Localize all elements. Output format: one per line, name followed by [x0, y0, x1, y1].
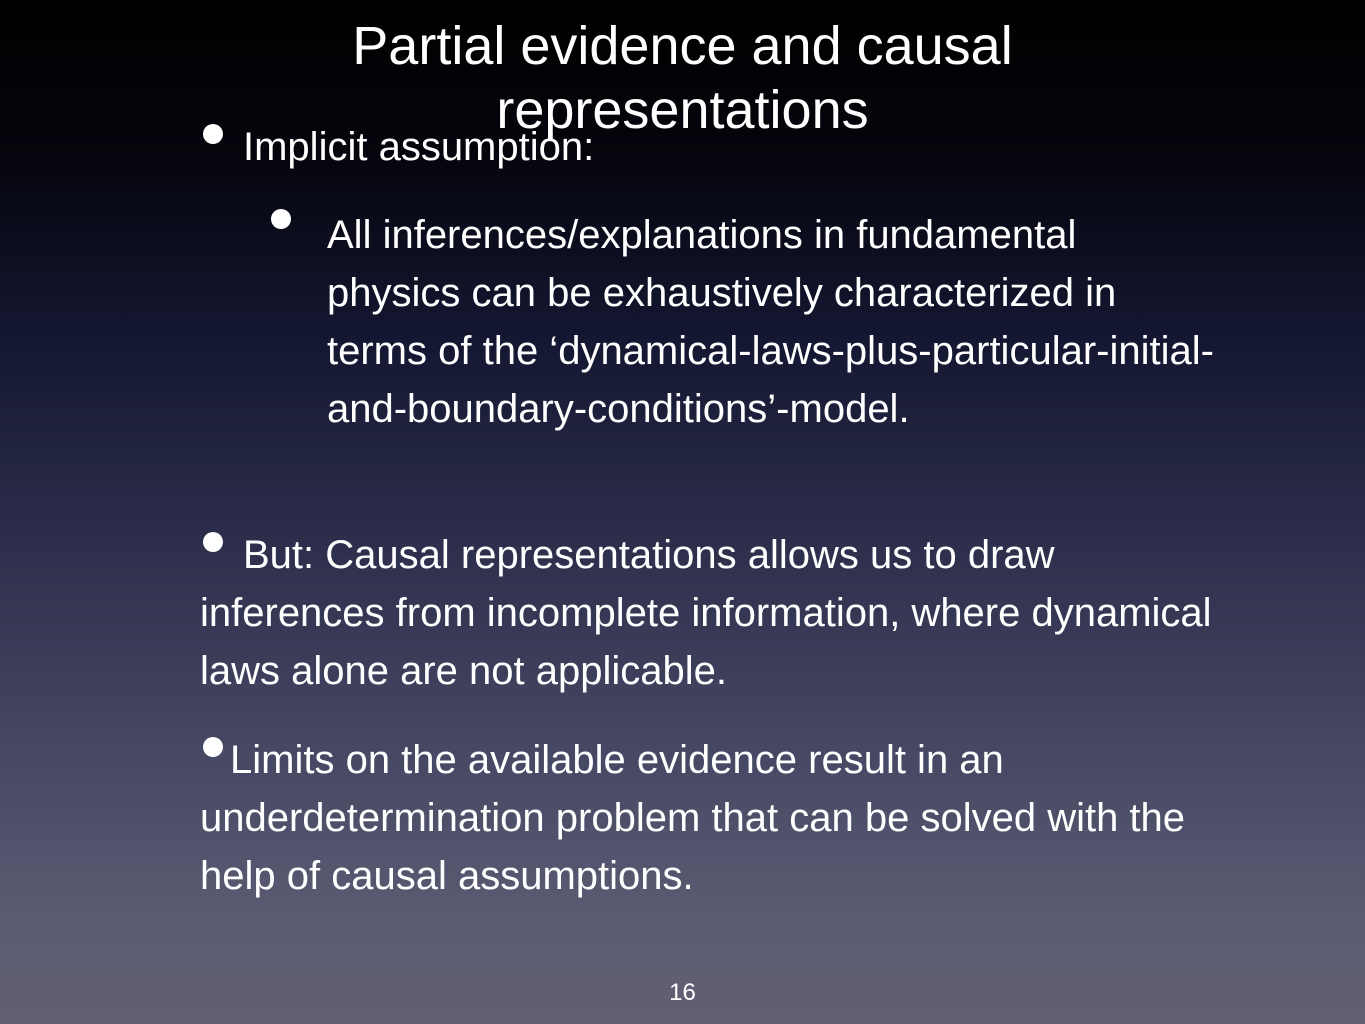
bullet-causal-representations: But: Causal representations allows us to draw inferences from incomplete information, where dynamical laws alone are not applicable.: [200, 533, 1212, 693]
page-number: 16: [669, 979, 696, 1006]
bullet-limits-on-evidence: Limits on the available evidence result in an underdetermination problem that can be solved with the help of causal assumptions.: [200, 738, 1186, 898]
slide-title: Partial evidence and causal representations: [352, 16, 1013, 140]
sub-bullet-dynamical-laws-model: All inferences/explanations in fundamental physics can be exhaustively characterized in terms of the ‘dynamical-laws-plus-particular-initial-and-boundary-conditions’-model.: [327, 213, 1214, 431]
bullet-implicit-assumption: Implicit assumption:: [243, 125, 595, 169]
sub-bullet-dot: [271, 209, 291, 229]
